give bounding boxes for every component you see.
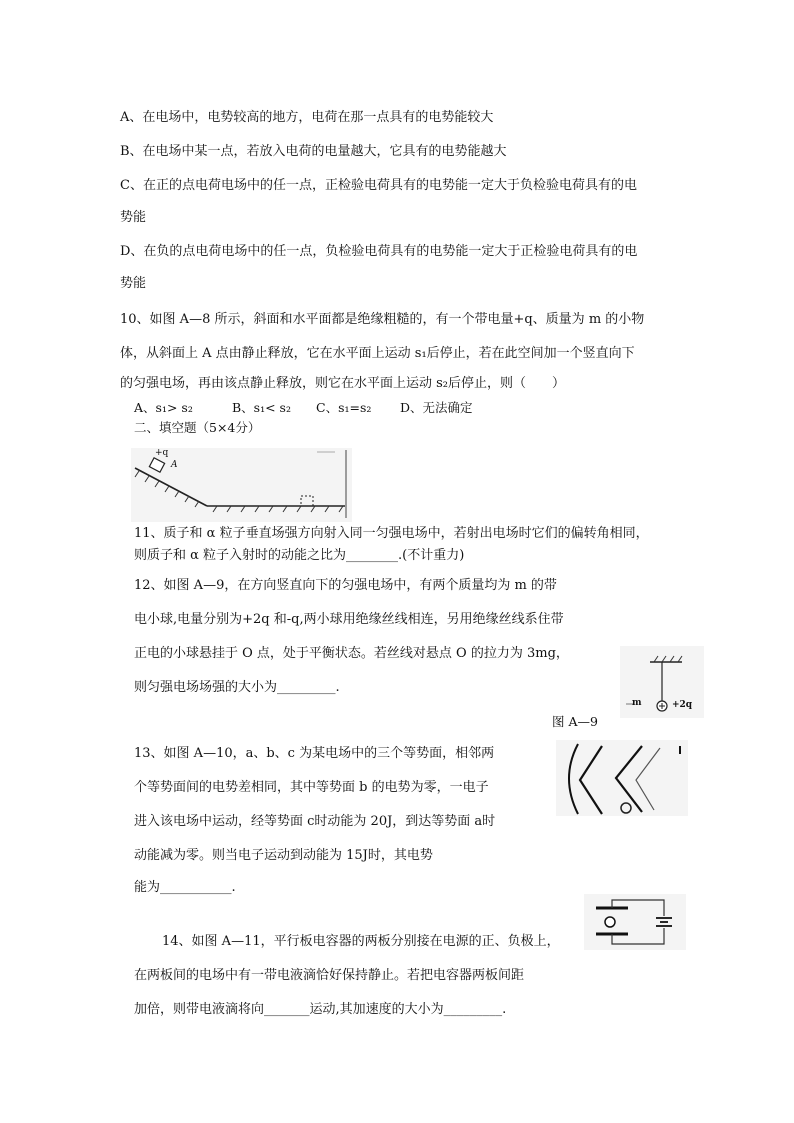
question-12-line-3: 正电的小球悬挂于 O 点，处于平衡状态。若丝线对悬点 O 的拉力为 3mg， [134,646,569,661]
choice-c: C、s₁=s₂ [316,400,372,415]
option-c-continued: 势能 [120,210,147,225]
question-12-line-1: 12、如图 A—9，在方向竖直向下的匀强电场中，有两个质量均为 m 的带 [134,578,557,593]
figure-a9 [620,646,704,718]
charge-2q-label: +2q [672,700,693,710]
question-14-line-1: 14、如图 A—11，平行板电容器的两板分别接在电源的正、负极上， [162,934,560,949]
incline-diagram [131,448,352,522]
stop-position-icon [301,496,313,506]
electron-icon [621,803,631,813]
option-b: B、在电场中某一点，若放入电荷的电量越大，它具有的电势能越大 [120,144,507,159]
question-14-line-2: 在两板间的电场中有一带电液滴恰好保持静止。若把电容器两板间距 [134,968,525,983]
question-14-line-3: 加倍，则带电液滴将向_______运动,其加速度的大小为_________. [134,1002,507,1017]
question-13-line-5: 能为___________. [134,880,236,895]
question-11-line-2: 则质子和 α 粒子入射时的动能之比为________.(不计重力) [134,548,465,563]
choice-d: D、无法确定 [400,400,473,415]
block-icon [149,458,164,472]
section-heading: 二、填空题（5×4分） [134,420,261,435]
question-13-line-1: 13、如图 A—10，a、b、c 为某电场中的三个等势面，相邻两 [134,746,495,761]
droplet-icon [605,917,615,927]
question-10-line-3: 的匀强电场，再由该点静止释放，则它在水平面上运动 s₂后停止，则（ ） [120,376,566,391]
figure-a8-incline [131,448,352,522]
mass-label: m [632,698,642,708]
question-11-line-1: 11、质子和 α 粒子垂直场强方向射入同一匀强电场中，若射出电场时它们的偏转角相同， [134,526,649,541]
option-d-continued: 势能 [120,276,147,291]
question-13-line-3: 进入该电场中运动，经等势面 c时动能为 20J，到达等势面 a时 [134,814,496,829]
question-13-line-4: 动能减为零。则当电子运动到动能为 15J时，其电势 [134,848,433,863]
question-12-line-4: 则匀强电场场强的大小为_________. [134,680,340,695]
option-d: D、在负的点电荷电场中的任一点，负检验电荷具有的电势能一定大于正检验电荷具有的电 [120,244,638,259]
choice-a: A、s₁> s₂ [134,400,193,415]
figure-a11-capacitor [584,894,686,950]
equipotential-diagram [556,740,688,816]
question-12-line-2: 电小球,电量分别为+2q 和-q,两小球用绝缘丝线相连，另用绝缘丝线系住带 [134,612,564,627]
capacitor-circuit-diagram [584,894,686,950]
question-10-line-1: 10、如图 A—8 所示，斜面和水平面都是绝缘粗糙的，有一个带电量+q、质量为 m 的小物 [120,312,645,327]
charge-label: +q [155,448,169,458]
choice-b: B、s₁< s₂ [232,400,291,415]
question-10-line-2: 体，从斜面上 A 点由静止释放，它在水平面上运动 s₁后停止，若在此空间加一个竖直向下 [120,346,635,361]
figure-a9-caption: 图 A—9 [552,714,598,729]
question-13-line-2: 个等势面间的电势差相同，其中等势面 b 的电势为零，一电子 [134,780,489,795]
point-a-label: A [171,460,178,470]
figure-a10-equipotentials [556,740,688,816]
option-a: A、在电场中，电势较高的地方，电荷在那一点具有的电势能较大 [120,110,494,125]
option-c: C、在正的点电荷电场中的任一点，正检验电荷具有的电势能一定大于负检验电荷具有的电 [120,178,637,193]
